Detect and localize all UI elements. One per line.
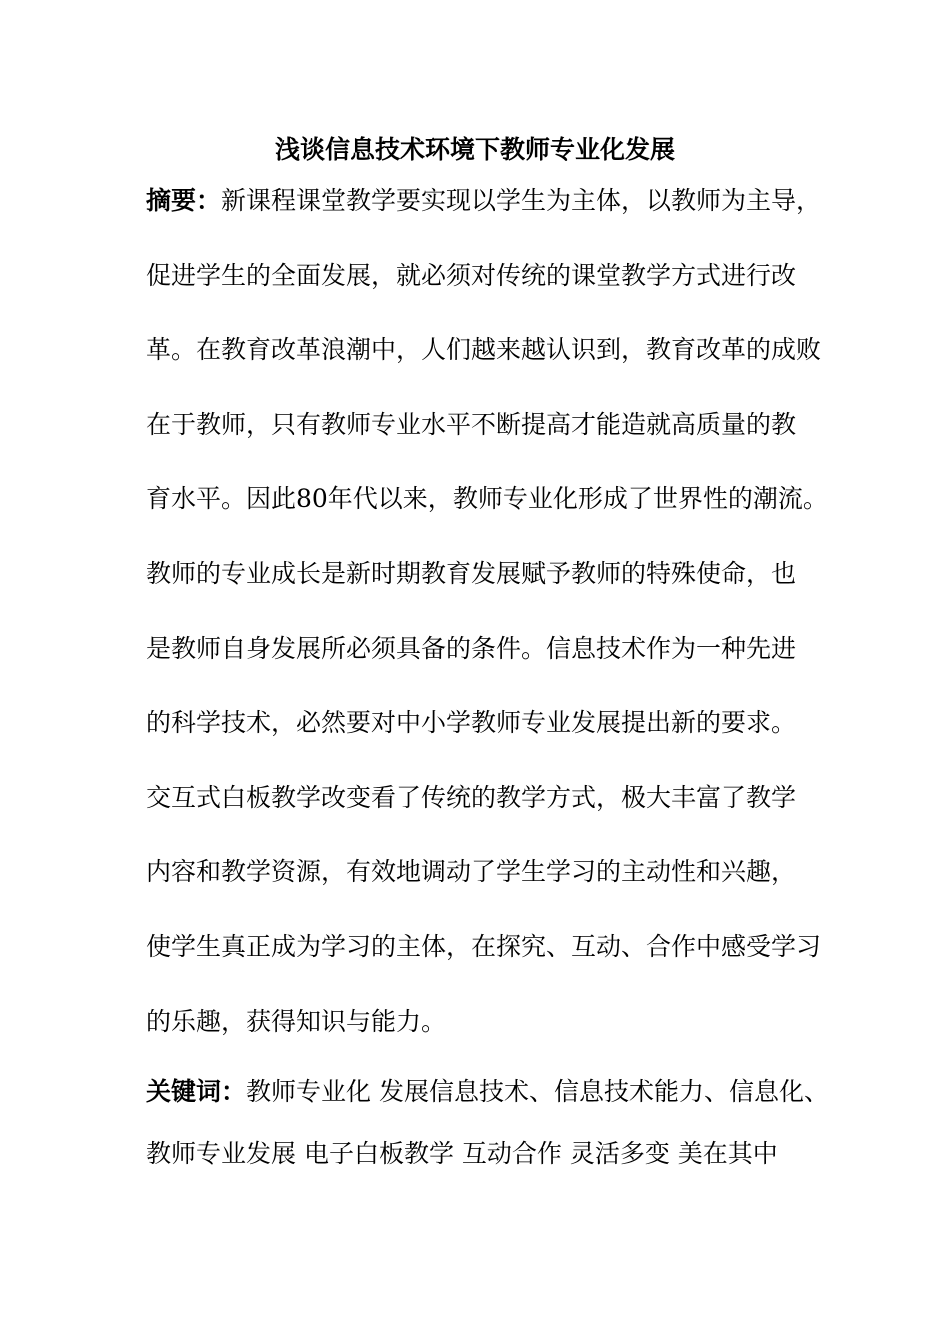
keywords-line-2: 教师专业发展 电子白板教学 互动合作 灵活多变 美在其中 xyxy=(146,1139,778,1168)
abstract-line-7: 是教师自身发展所必须具备的条件。信息技术作为一种先进 xyxy=(146,633,797,663)
abstract-line-12: 的乐趣，获得知识与能力。 xyxy=(146,1006,447,1036)
keywords-section xyxy=(146,1072,836,1196)
abstract-line-6: 教师的专业成长是新时期教育发展赋予教师的特殊使命，也 xyxy=(146,558,797,588)
abstract-line-4: 在于教师，只有教师专业水平不断提高才能造就高质量的教 xyxy=(146,409,797,439)
abstract-line-9: 交互式白板教学改变看了传统的教学方式，极大丰富了教学 xyxy=(146,782,797,812)
abstract-line-11: 使学生真正成为学习的主体，在探究、互动、合作中感受学习 xyxy=(146,931,822,961)
keywords-text: 教师专业化 发展信息技术、信息技术能力、信息化、 xyxy=(246,1077,829,1106)
abstract-line-3: 革。在教育改革浪潮中，人们越来越认识到，教育改革的成败 xyxy=(146,335,822,365)
keywords-label: 关键词： xyxy=(146,1077,247,1106)
abstract-section xyxy=(146,181,836,1076)
document-title: 浅谈信息技术环境下教师专业化发展 xyxy=(274,135,675,164)
abstract-line-8: 的科学技术，必然要对中小学教师专业发展提出新的要求。 xyxy=(146,708,797,738)
abstract-line-1 xyxy=(146,181,836,256)
abstract-text: 新课程课堂教学要实现以学生为主体，以教师为主导， xyxy=(221,186,822,215)
abstract-line-5: 育水平。因此80年代以来，教师专业化形成了世界性的潮流。 xyxy=(146,484,828,514)
abstract-line-10: 内容和教学资源，有效地调动了学生学习的主动性和兴趣， xyxy=(146,857,797,887)
abstract-label: 摘要： xyxy=(146,186,222,215)
abstract-line-2: 促进学生的全面发展，就必须对传统的课堂教学方式进行改 xyxy=(146,260,797,290)
keywords-line-1 xyxy=(146,1072,836,1134)
